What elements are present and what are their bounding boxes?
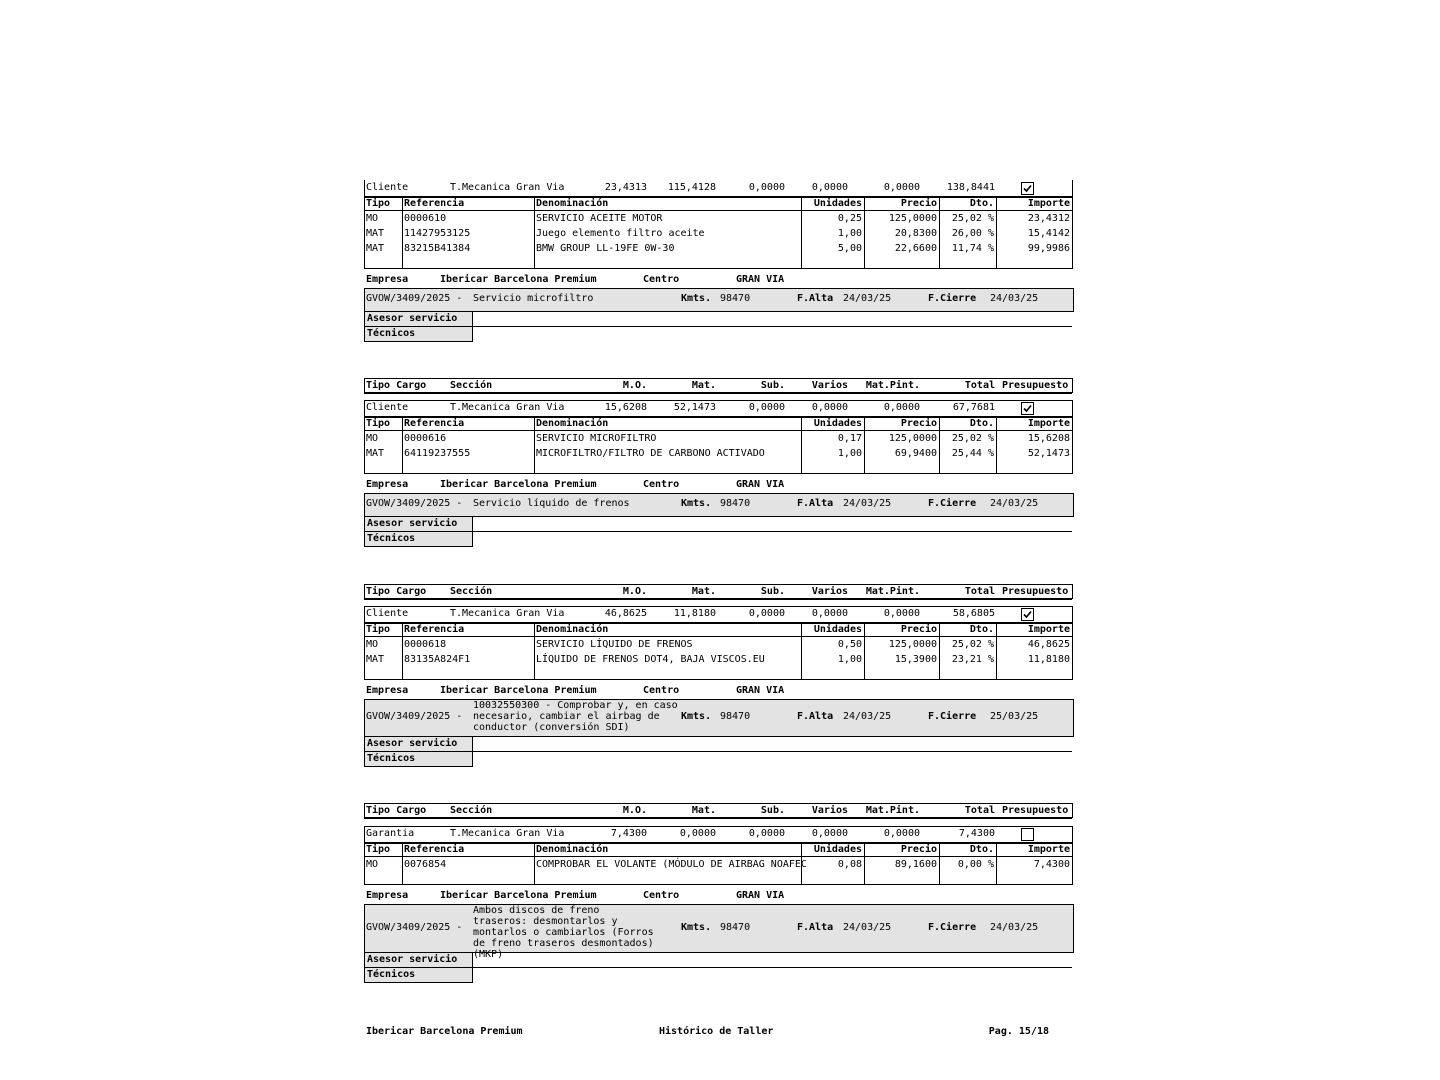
line-precio: 20,8300 — [894, 228, 937, 239]
lines-table-bottom-rule — [364, 679, 1072, 680]
charge-varios: 0,0000 — [811, 182, 848, 193]
column-divider — [534, 842, 535, 884]
line-tipo: MAT — [366, 448, 385, 459]
denominacion-header: Denominación — [536, 418, 609, 429]
order-description: 10032550300 - Comprobar y, en caso necesario, cambiar el airbag de conductor (conversión SDI) — [473, 700, 678, 733]
tecnicos-label: Técnicos — [367, 969, 416, 980]
charge-mo: 46,8625 — [604, 608, 647, 619]
lines-header-bottom-rule — [364, 636, 1072, 637]
total-header: Total — [964, 805, 995, 816]
line-precio: 125,0000 — [888, 213, 937, 224]
charge-varios: 0,0000 — [811, 828, 848, 839]
centro-label: Centro — [643, 274, 680, 285]
charge-sub: 0,0000 — [748, 608, 785, 619]
kmts-label: Kmts. — [681, 711, 712, 722]
kmts-value: 98470 — [720, 922, 751, 933]
empresa-label: Empresa — [366, 685, 409, 696]
unidades-header: Unidades — [813, 844, 862, 855]
mat-header: Mat. — [691, 586, 716, 597]
centro-label: Centro — [643, 479, 680, 490]
line-tipo: MAT — [366, 243, 385, 254]
footer-company: Ibericar Barcelona Premium — [366, 1026, 523, 1037]
asesor-label: Asesor servicio — [367, 518, 458, 529]
importe-header: Importe — [1027, 624, 1070, 635]
mat-pint-header: Mat.Pint. — [865, 805, 920, 816]
lines-header-bottom-rule — [364, 210, 1072, 211]
charge-header-right-border — [1072, 584, 1073, 599]
line-unidades: 1,00 — [837, 228, 862, 239]
charge-total: 67,7681 — [952, 402, 995, 413]
line-denominacion: SERVICIO LÍQUIDO DE FRENOS — [536, 639, 693, 650]
sub-header: Sub. — [760, 586, 785, 597]
table-left-border — [364, 180, 365, 269]
charge-header-left-border — [364, 803, 365, 818]
charge-varios: 0,0000 — [811, 402, 848, 413]
referencia-header: Referencia — [404, 198, 465, 209]
line-dto: 0,00 % — [957, 859, 994, 870]
charge-mat: 11,8180 — [673, 608, 716, 619]
line-unidades: 0,50 — [837, 639, 862, 650]
centro-label: Centro — [643, 685, 680, 696]
kmts-label: Kmts. — [681, 293, 712, 304]
f-alta-value: 24/03/25 — [843, 922, 892, 933]
seccion-header: Sección — [450, 805, 493, 816]
charge-total: 58,6805 — [952, 608, 995, 619]
line-unidades: 1,00 — [837, 654, 862, 665]
referencia-header: Referencia — [404, 624, 465, 635]
precio-header: Precio — [900, 624, 937, 635]
charge-row-top-rule — [364, 400, 1072, 401]
tipo-header: Tipo — [366, 624, 391, 635]
line-precio: 15,3900 — [894, 654, 937, 665]
order-description: Servicio microfiltro — [473, 293, 594, 304]
line-importe: 99,9986 — [1027, 243, 1070, 254]
presupuesto-header: Presupuesto — [1002, 805, 1069, 816]
f-cierre-label: F.Cierre — [928, 498, 977, 509]
seccion-header: Sección — [450, 586, 493, 597]
line-referencia: 0000618 — [404, 639, 447, 650]
line-denominacion: LÍQUIDO DE FRENOS DOT4, BAJA VISCOS.EU — [536, 654, 765, 665]
presupuesto-header: Presupuesto — [1002, 586, 1069, 597]
lines-table-bottom-rule — [364, 473, 1072, 474]
footer-title: Histórico de Taller — [659, 1026, 774, 1037]
line-dto: 25,02 % — [951, 433, 994, 444]
column-divider — [534, 196, 535, 268]
seccion-header: Sección — [450, 380, 493, 391]
charge-header-left-border — [364, 378, 365, 393]
charge-tipo: Cliente — [366, 182, 409, 193]
asesor-label: Asesor servicio — [367, 313, 458, 324]
empresa-value: Ibericar Barcelona Premium — [440, 890, 597, 901]
charge-row-top-rule — [364, 606, 1072, 607]
table-left-border — [364, 606, 365, 680]
charge-total: 7,4300 — [958, 828, 995, 839]
f-alta-value: 24/03/25 — [843, 711, 892, 722]
asesor-value-rule — [472, 531, 1072, 532]
charge-mat-pint: 0,0000 — [883, 402, 920, 413]
presupuesto-checkbox[interactable] — [1021, 608, 1034, 621]
importe-header: Importe — [1027, 844, 1070, 855]
f-alta-label: F.Alta — [797, 293, 834, 304]
line-referencia: 83215B41384 — [404, 243, 471, 254]
charge-mat-pint: 0,0000 — [883, 182, 920, 193]
column-divider — [402, 416, 403, 473]
f-cierre-value: 25/03/25 — [990, 711, 1039, 722]
line-precio: 89,1600 — [894, 859, 937, 870]
line-importe: 15,4142 — [1027, 228, 1070, 239]
unidades-header: Unidades — [813, 624, 862, 635]
centro-label: Centro — [643, 890, 680, 901]
lines-header-bottom-rule — [364, 430, 1072, 431]
line-denominacion: COMPROBAR EL VOLANTE (MÓDULO DE AIRBAG NOAFEC — [536, 859, 807, 870]
f-cierre-label: F.Cierre — [928, 711, 977, 722]
charge-header-bottom-rule — [364, 392, 1072, 394]
line-tipo: MO — [366, 859, 379, 870]
footer-page: Pag. 15/18 — [988, 1026, 1049, 1037]
line-referencia: 11427953125 — [404, 228, 471, 239]
table-left-border — [364, 400, 365, 474]
total-header: Total — [964, 586, 995, 597]
charge-mo: 7,4300 — [610, 828, 647, 839]
precio-header: Precio — [900, 418, 937, 429]
column-divider — [402, 842, 403, 884]
line-dto: 25,02 % — [951, 639, 994, 650]
order-description: Servicio líquido de frenos — [473, 498, 630, 509]
line-unidades: 0,08 — [837, 859, 862, 870]
line-referencia: 0000610 — [404, 213, 447, 224]
asesor-value-rule — [472, 751, 1072, 752]
empresa-value: Ibericar Barcelona Premium — [440, 274, 597, 285]
presupuesto-checkbox[interactable] — [1021, 828, 1034, 841]
precio-header: Precio — [900, 198, 937, 209]
asesor-label: Asesor servicio — [367, 954, 458, 965]
line-precio: 125,0000 — [888, 639, 937, 650]
kmts-value: 98470 — [720, 293, 751, 304]
charge-mat: 0,0000 — [679, 828, 716, 839]
kmts-label: Kmts. — [681, 922, 712, 933]
charge-seccion: T.Mecanica Gran Via — [450, 182, 565, 193]
charge-sub: 0,0000 — [748, 828, 785, 839]
varios-header: Varios — [811, 380, 848, 391]
tipo-cargo-header: Tipo Cargo — [366, 380, 427, 391]
tipo-cargo-header: Tipo Cargo — [366, 586, 427, 597]
order-number: GVOW/3409/2025 - — [366, 922, 463, 933]
charge-mat-pint: 0,0000 — [883, 828, 920, 839]
precio-header: Precio — [900, 844, 937, 855]
charge-header-left-border — [364, 584, 365, 599]
f-cierre-label: F.Cierre — [928, 293, 977, 304]
charge-row-top-rule — [364, 826, 1072, 827]
denominacion-header: Denominación — [536, 624, 609, 635]
f-alta-label: F.Alta — [797, 498, 834, 509]
line-denominacion: SERVICIO MICROFILTRO — [536, 433, 657, 444]
line-tipo: MAT — [366, 228, 385, 239]
mo-header: M.O. — [622, 586, 647, 597]
kmts-value: 98470 — [720, 711, 751, 722]
line-denominacion: MICROFILTRO/FILTRO DE CARBONO ACTIVADO — [536, 448, 765, 459]
charge-seccion: T.Mecanica Gran Via — [450, 608, 565, 619]
lines-header-bottom-rule — [364, 856, 1072, 857]
asesor-value-rule — [472, 967, 1072, 968]
total-header: Total — [964, 380, 995, 391]
tecnicos-label: Técnicos — [367, 753, 416, 764]
checkmark-icon — [1023, 610, 1032, 619]
centro-value: GRAN VIA — [736, 685, 785, 696]
mat-pint-header: Mat.Pint. — [865, 586, 920, 597]
charge-mo: 23,4313 — [604, 182, 647, 193]
charge-mo: 15,6208 — [604, 402, 647, 413]
table-right-border — [1072, 606, 1073, 680]
importe-header: Importe — [1027, 418, 1070, 429]
line-referencia: 0000616 — [404, 433, 447, 444]
charge-header-top-rule — [364, 584, 1072, 585]
line-precio: 125,0000 — [888, 433, 937, 444]
mat-pint-header: Mat.Pint. — [865, 380, 920, 391]
f-cierre-value: 24/03/25 — [990, 922, 1039, 933]
line-dto: 26,00 % — [951, 228, 994, 239]
charge-mat-pint: 0,0000 — [883, 608, 920, 619]
line-precio: 69,9400 — [894, 448, 937, 459]
mat-header: Mat. — [691, 380, 716, 391]
f-cierre-value: 24/03/25 — [990, 293, 1039, 304]
line-importe: 11,8180 — [1027, 654, 1070, 665]
order-number: GVOW/3409/2025 - — [366, 711, 463, 722]
line-denominacion: BMW GROUP LL-19FE 0W-30 — [536, 243, 675, 254]
line-dto: 11,74 % — [951, 243, 994, 254]
charge-seccion: T.Mecanica Gran Via — [450, 828, 565, 839]
charge-mat: 115,4128 — [667, 182, 716, 193]
f-alta-value: 24/03/25 — [843, 293, 892, 304]
lines-table-bottom-rule — [364, 268, 1072, 269]
dto-header: Dto. — [969, 418, 994, 429]
charge-header-top-rule — [364, 378, 1072, 379]
centro-value: GRAN VIA — [736, 890, 785, 901]
presupuesto-header: Presupuesto — [1002, 380, 1069, 391]
order-number: GVOW/3409/2025 - — [366, 293, 463, 304]
mat-header: Mat. — [691, 805, 716, 816]
charge-varios: 0,0000 — [811, 608, 848, 619]
charge-mat: 52,1473 — [673, 402, 716, 413]
charge-seccion: T.Mecanica Gran Via — [450, 402, 565, 413]
order-description: Ambos discos de freno traseros: desmontarlos y montarlos o cambiarlos (Forros de freno traseros desmontados) (MKP) — [473, 905, 654, 960]
asesor-value-rule — [472, 326, 1072, 327]
dto-header: Dto. — [969, 844, 994, 855]
order-number: GVOW/3409/2025 - — [366, 498, 463, 509]
line-importe: 52,1473 — [1027, 448, 1070, 459]
charge-sub: 0,0000 — [748, 402, 785, 413]
column-divider — [534, 622, 535, 679]
tipo-header: Tipo — [366, 844, 391, 855]
charge-tipo: Garantia — [366, 828, 415, 839]
tipo-header: Tipo — [366, 418, 391, 429]
line-dto: 25,02 % — [951, 213, 994, 224]
presupuesto-checkbox[interactable] — [1021, 182, 1034, 195]
f-alta-value: 24/03/25 — [843, 498, 892, 509]
line-denominacion: SERVICIO ACEITE MOTOR — [536, 213, 663, 224]
line-unidades: 1,00 — [837, 448, 862, 459]
denominacion-header: Denominación — [536, 198, 609, 209]
dto-header: Dto. — [969, 624, 994, 635]
column-divider — [402, 196, 403, 268]
line-referencia: 64119237555 — [404, 448, 471, 459]
empresa-label: Empresa — [366, 890, 409, 901]
kmts-value: 98470 — [720, 498, 751, 509]
f-cierre-label: F.Cierre — [928, 922, 977, 933]
unidades-header: Unidades — [813, 418, 862, 429]
line-dto: 25,44 % — [951, 448, 994, 459]
charge-sub: 0,0000 — [748, 182, 785, 193]
unidades-header: Unidades — [813, 198, 862, 209]
denominacion-header: Denominación — [536, 844, 609, 855]
line-tipo: MAT — [366, 654, 385, 665]
tecnicos-label: Técnicos — [367, 533, 416, 544]
checkmark-icon — [1023, 184, 1032, 193]
mo-header: M.O. — [622, 380, 647, 391]
f-alta-label: F.Alta — [797, 711, 834, 722]
varios-header: Varios — [811, 586, 848, 597]
tecnicos-label: Técnicos — [367, 328, 416, 339]
charge-header-bottom-rule — [364, 598, 1072, 600]
charge-header-right-border — [1072, 803, 1073, 818]
charge-tipo: Cliente — [366, 608, 409, 619]
empresa-value: Ibericar Barcelona Premium — [440, 685, 597, 696]
tipo-cargo-header: Tipo Cargo — [366, 805, 427, 816]
table-left-border — [364, 826, 365, 885]
asesor-label: Asesor servicio — [367, 738, 458, 749]
line-unidades: 0,17 — [837, 433, 862, 444]
line-importe: 46,8625 — [1027, 639, 1070, 650]
empresa-label: Empresa — [366, 479, 409, 490]
charge-header-right-border — [1072, 378, 1073, 393]
varios-header: Varios — [811, 805, 848, 816]
table-right-border — [1072, 180, 1073, 269]
lines-table-bottom-rule — [364, 884, 1072, 885]
sub-header: Sub. — [760, 805, 785, 816]
importe-header: Importe — [1027, 198, 1070, 209]
kmts-label: Kmts. — [681, 498, 712, 509]
charge-header-bottom-rule — [364, 817, 1072, 819]
line-precio: 22,6600 — [894, 243, 937, 254]
tipo-header: Tipo — [366, 198, 391, 209]
line-importe: 23,4312 — [1027, 213, 1070, 224]
line-tipo: MO — [366, 639, 379, 650]
line-denominacion: Juego elemento filtro aceite — [536, 228, 705, 239]
line-tipo: MO — [366, 213, 379, 224]
column-divider — [534, 416, 535, 473]
line-unidades: 0,25 — [837, 213, 862, 224]
line-tipo: MO — [366, 433, 379, 444]
charge-total: 138,8441 — [946, 182, 995, 193]
presupuesto-checkbox[interactable] — [1021, 402, 1034, 415]
mo-header: M.O. — [622, 805, 647, 816]
line-referencia: 0076854 — [404, 859, 447, 870]
referencia-header: Referencia — [404, 844, 465, 855]
checkmark-icon — [1023, 404, 1032, 413]
referencia-header: Referencia — [404, 418, 465, 429]
column-divider — [402, 622, 403, 679]
table-right-border — [1072, 826, 1073, 885]
f-cierre-value: 24/03/25 — [990, 498, 1039, 509]
line-dto: 23,21 % — [951, 654, 994, 665]
empresa-value: Ibericar Barcelona Premium — [440, 479, 597, 490]
line-referencia: 83135A824F1 — [404, 654, 471, 665]
sub-header: Sub. — [760, 380, 785, 391]
charge-header-top-rule — [364, 803, 1072, 804]
f-alta-label: F.Alta — [797, 922, 834, 933]
dto-header: Dto. — [969, 198, 994, 209]
line-importe: 15,6208 — [1027, 433, 1070, 444]
table-right-border — [1072, 400, 1073, 474]
line-importe: 7,4300 — [1033, 859, 1070, 870]
centro-value: GRAN VIA — [736, 479, 785, 490]
centro-value: GRAN VIA — [736, 274, 785, 285]
line-unidades: 5,00 — [837, 243, 862, 254]
charge-tipo: Cliente — [366, 402, 409, 413]
empresa-label: Empresa — [366, 274, 409, 285]
